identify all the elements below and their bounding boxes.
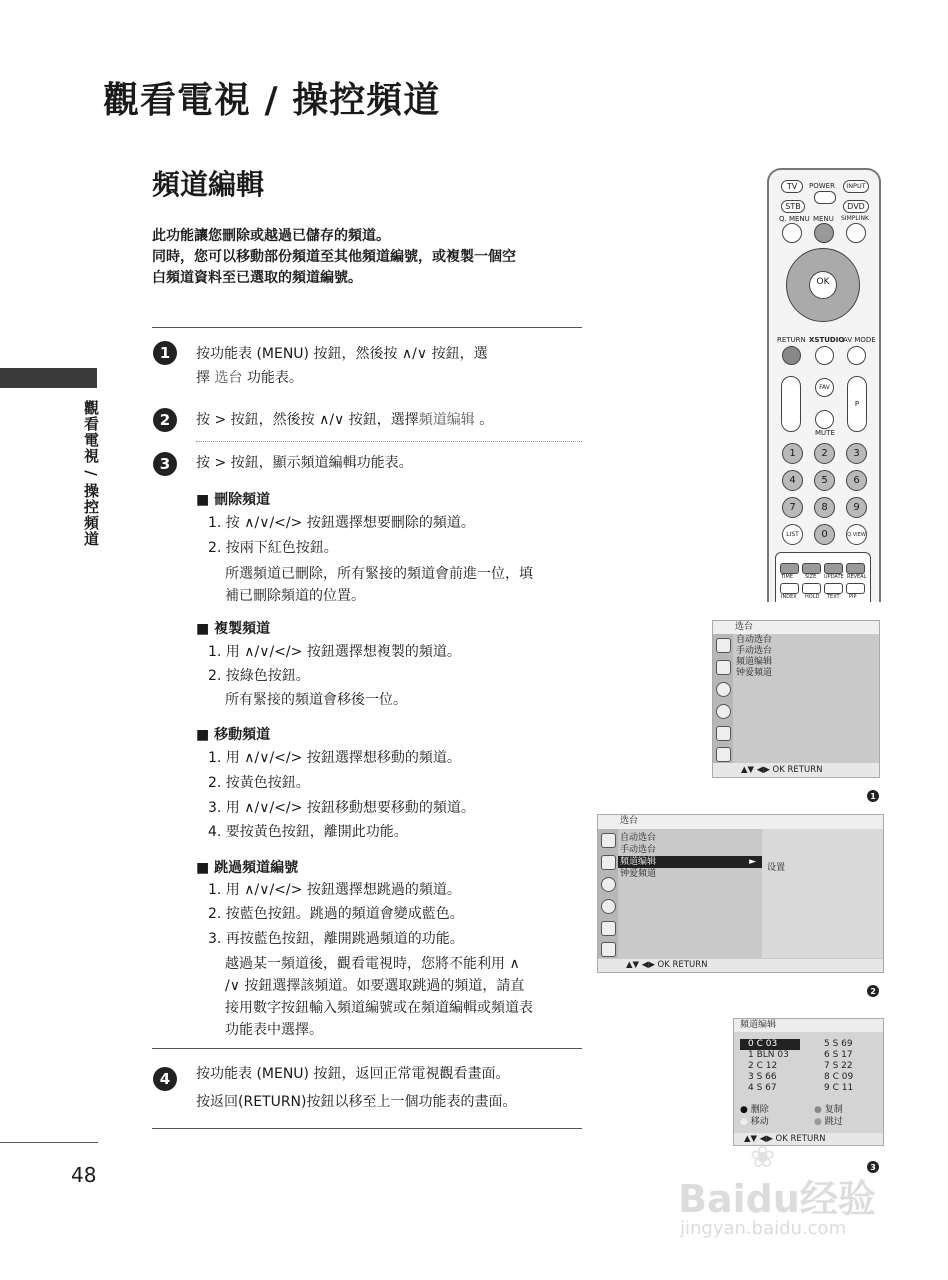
stop-button bbox=[780, 583, 799, 594]
qmenu-label: Q. MENU bbox=[779, 215, 810, 223]
paw-icon: ❀ bbox=[750, 1140, 776, 1175]
baidu-watermark bbox=[670, 1140, 900, 1250]
figure-marker-3: 3 bbox=[867, 1161, 879, 1173]
number-button: 0 bbox=[814, 524, 835, 545]
picture-icon bbox=[716, 660, 731, 675]
pause-button bbox=[824, 583, 843, 594]
step-1-line: 擇 选台 功能表。 bbox=[196, 370, 303, 386]
menu-item: 手动选台 bbox=[736, 646, 773, 656]
menu-item: 自动选台 bbox=[736, 635, 773, 645]
menu-items bbox=[618, 832, 762, 880]
menu-item: 頻道编辑 bbox=[736, 657, 773, 667]
step-number-2: 2 bbox=[153, 408, 177, 432]
option-icon bbox=[601, 921, 616, 936]
legend-delete: ● 删除 bbox=[740, 1105, 769, 1115]
yellow-button bbox=[824, 563, 843, 574]
number-button: 3 bbox=[846, 443, 867, 464]
step-3-text: 按 > 按鈕，顯示頻道編輯功能表。 bbox=[196, 455, 413, 471]
move-item-1: 1. 用 ∧/∨/</> 按鈕選擇想移動的頻道。 bbox=[208, 750, 461, 766]
legend-right bbox=[814, 1104, 843, 1128]
menu-screenshot-3 bbox=[733, 1018, 884, 1146]
simplink-button bbox=[846, 223, 866, 243]
number-button: 6 bbox=[846, 470, 867, 491]
clock-icon bbox=[601, 899, 616, 914]
menu-title: 选台 bbox=[598, 815, 883, 829]
fav-button: FAV bbox=[815, 378, 834, 397]
step-number-4: 4 bbox=[153, 1067, 177, 1091]
side-chapter-label: 觀看電視 / 操控頻道 bbox=[82, 400, 100, 547]
return-button bbox=[782, 346, 801, 365]
submenu-item: 设置 bbox=[767, 863, 786, 873]
legend-move: ● 移动 bbox=[740, 1117, 769, 1127]
ok-button: OK bbox=[809, 271, 837, 299]
number-button: 7 bbox=[782, 497, 803, 518]
delete-heading: ■ 刪除頻道 bbox=[196, 492, 271, 508]
menu-screenshot-1 bbox=[712, 620, 880, 778]
channel-row: 1 BLN 03 bbox=[748, 1050, 789, 1060]
step-1-text bbox=[196, 342, 576, 390]
footer-rule bbox=[0, 1142, 98, 1143]
sidebar-tab-bar bbox=[0, 368, 97, 388]
dotted-divider bbox=[196, 441, 582, 442]
pip-label: PIP bbox=[849, 594, 857, 600]
legend-skip: ● 跳过 bbox=[814, 1117, 843, 1127]
avmode-button bbox=[847, 346, 866, 365]
input-icon bbox=[716, 747, 731, 762]
skip-heading: ■ 跳過頻道編號 bbox=[196, 860, 299, 876]
channel-row: 5 S 69 bbox=[824, 1039, 853, 1049]
mute-label: MUTE bbox=[815, 429, 835, 437]
text-label: TEXT bbox=[827, 594, 840, 600]
move-heading: ■ 移動頻道 bbox=[196, 727, 271, 743]
menu-item-selected: 頻道编辑 ► bbox=[618, 856, 762, 868]
time-label: TIME bbox=[781, 574, 794, 580]
watermark-brand: Baidu经验 bbox=[678, 1177, 876, 1221]
volume-rocker bbox=[781, 376, 801, 432]
remote-control-illustration bbox=[767, 168, 881, 602]
delete-note: 所選頻道已刪除，所有緊接的頻道會前進一位，填 補已刪除頻道的位置。 bbox=[225, 566, 533, 604]
move-item-2: 2. 按黃色按鈕。 bbox=[208, 775, 310, 791]
skip-item-1: 1. 用 ∧/∨/</> 按鈕選擇想跳過的頻道。 bbox=[208, 882, 461, 898]
menu-name-highlight: 頻道编辑 bbox=[418, 412, 475, 428]
number-button: 8 bbox=[814, 497, 835, 518]
channel-icon bbox=[716, 638, 731, 653]
channel-row: 2 C 12 bbox=[748, 1061, 778, 1071]
move-item-3: 3. 用 ∧/∨/</> 按鈕移動想要移動的頻道。 bbox=[208, 800, 475, 816]
qmenu-button bbox=[782, 223, 802, 243]
mute-button bbox=[815, 410, 834, 429]
figure-marker-1: 1 bbox=[867, 790, 879, 802]
intro-line: 同時，您可以移動部份頻道至其他頻道編號，或複製一個空 bbox=[152, 249, 516, 265]
clock-icon bbox=[716, 704, 731, 719]
number-button: 9 bbox=[846, 497, 867, 518]
channel-row-selected: 0 C 03 bbox=[740, 1039, 800, 1050]
hold-label: HOLD bbox=[805, 594, 820, 600]
menu-label: MENU bbox=[813, 215, 834, 223]
channel-row: 6 S 17 bbox=[824, 1050, 853, 1060]
xstudio-label: XSTUDIO bbox=[809, 336, 845, 344]
program-rocker: P bbox=[847, 376, 867, 432]
delete-item-1: 1. 按 ∧/∨/</> 按鈕選擇想要刪除的頻道。 bbox=[208, 515, 475, 531]
qview-button: Q.VIEW bbox=[846, 524, 867, 545]
page-number: 48 bbox=[71, 1163, 97, 1187]
green-button bbox=[802, 563, 821, 574]
number-button: 2 bbox=[814, 443, 835, 464]
step-2-text: 按 > 按鈕，然後按 ∧/∨ 按鈕，選擇頻道编辑 。 bbox=[196, 412, 494, 428]
menu-button bbox=[814, 223, 834, 243]
step-number-1: 1 bbox=[153, 341, 177, 365]
intro-line: 此功能讓您刪除或越過已儲存的頻道。 bbox=[152, 228, 390, 244]
audio-icon bbox=[601, 877, 616, 892]
channel-row: 3 S 66 bbox=[748, 1072, 777, 1082]
channel-row: 9 C 11 bbox=[824, 1083, 854, 1093]
picture-icon bbox=[601, 855, 616, 870]
number-button: 5 bbox=[814, 470, 835, 491]
divider bbox=[152, 1128, 582, 1129]
figure-marker-2: 2 bbox=[867, 985, 879, 997]
menu-footer: ▲▼ ◀▶ OK RETURN bbox=[598, 959, 883, 972]
channel-column-right bbox=[820, 1039, 878, 1094]
menu-icon-column bbox=[598, 829, 618, 958]
skip-item-2: 2. 按藍色按鈕。跳過的頻道會變成藍色。 bbox=[208, 906, 464, 922]
menu-footer: ▲▼ ◀▶ OK RETURN bbox=[734, 1133, 883, 1145]
stb-button: STB bbox=[781, 200, 805, 213]
record-button bbox=[846, 583, 865, 594]
blue-button bbox=[846, 563, 865, 574]
step-number-3: 3 bbox=[153, 452, 177, 476]
avmode-label: AV MODE bbox=[843, 336, 876, 344]
menu-items bbox=[736, 635, 772, 679]
skip-item-3: 3. 再按藍色按鈕，離開跳過頻道的功能。 bbox=[208, 931, 464, 947]
intro-text bbox=[152, 226, 592, 289]
input-icon bbox=[601, 942, 616, 957]
copy-item-2: 2. 按綠色按鈕。 bbox=[208, 668, 310, 684]
delete-item-2: 2. 按兩下紅色按鈕。 bbox=[208, 540, 338, 556]
watermark-url: jingyan.baidu.com bbox=[680, 1218, 847, 1239]
section-title: 頻道編輯 bbox=[152, 168, 265, 201]
index-label: INDEX bbox=[781, 594, 797, 600]
tv-button: TV bbox=[781, 180, 803, 193]
menu-item: 手动选台 bbox=[620, 845, 657, 855]
reveal-label: REVEAL bbox=[847, 574, 867, 580]
channel-row: 7 S 22 bbox=[824, 1061, 853, 1071]
power-button bbox=[814, 191, 836, 204]
simplink-label: SIMPLINK bbox=[841, 215, 869, 222]
legend-left bbox=[740, 1104, 769, 1128]
option-icon bbox=[716, 726, 731, 741]
channel-row: 4 S 67 bbox=[748, 1083, 777, 1093]
channel-row: 8 C 09 bbox=[824, 1072, 854, 1082]
channel-icon bbox=[601, 833, 616, 848]
channel-column-left bbox=[740, 1039, 800, 1094]
play-button bbox=[802, 583, 821, 594]
menu-icon-column bbox=[713, 634, 733, 763]
dvd-button: DVD bbox=[843, 200, 869, 213]
menu-screenshot-2 bbox=[597, 814, 884, 973]
copy-heading: ■ 複製頻道 bbox=[196, 621, 271, 637]
red-button bbox=[780, 563, 799, 574]
power-label: POWER bbox=[809, 182, 835, 190]
menu-item: 钟爱頻道 bbox=[620, 869, 657, 879]
arrow-right-icon: ► bbox=[749, 857, 756, 867]
list-button: LIST bbox=[782, 524, 803, 545]
return-label: RETURN bbox=[777, 336, 806, 344]
menu-name-highlight: 选台 bbox=[214, 370, 243, 386]
menu-title: 选台 bbox=[713, 621, 879, 634]
divider bbox=[152, 327, 582, 328]
intro-line: 白頻道資料至已選取的頻道編號。 bbox=[152, 270, 362, 286]
update-label: UPDATE bbox=[824, 574, 844, 580]
page-title: 觀看電視 / 操控頻道 bbox=[103, 80, 441, 121]
legend-copy: ● 复制 bbox=[814, 1105, 843, 1115]
copy-item-1: 1. 用 ∧/∨/</> 按鈕選擇想複製的頻道。 bbox=[208, 644, 461, 660]
input-button: INPUT bbox=[843, 180, 869, 193]
submenu-panel bbox=[762, 829, 883, 958]
audio-icon bbox=[716, 682, 731, 697]
copy-note: 所有緊接的頻道會移後一位。 bbox=[225, 692, 407, 708]
size-label: SIZE bbox=[805, 574, 817, 580]
step-4-text: 按功能表 (MENU) 按鈕，返回正常電視觀看畫面。 按返回(RETURN)按鈕以移至上一個功能表的畫面。 bbox=[196, 1066, 517, 1110]
xstudio-button bbox=[815, 346, 834, 365]
step-1-line: 按功能表 (MENU) 按鈕，然後按 ∧/∨ 按鈕，選 bbox=[196, 346, 488, 362]
menu-item: 自动选台 bbox=[620, 833, 657, 843]
menu-footer: ▲▼ ◀▶ OK RETURN bbox=[713, 763, 879, 777]
number-button: 1 bbox=[782, 443, 803, 464]
menu-title: 頻道编辑 bbox=[734, 1019, 883, 1032]
number-button: 4 bbox=[782, 470, 803, 491]
move-item-4: 4. 要按黃色按鈕，離開此功能。 bbox=[208, 824, 408, 840]
skip-note: 越過某一頻道後，觀看電視時，您將不能利用 ∧ /∨ 按鈕選擇該頻道。如要選取跳過的頻道，請直 接用數字按鈕輸入頻道編號或在頻道編輯或頻道表 功能表中選擇。 bbox=[225, 956, 533, 1038]
menu-item: 钟爱頻道 bbox=[736, 668, 773, 678]
divider bbox=[152, 1048, 582, 1049]
